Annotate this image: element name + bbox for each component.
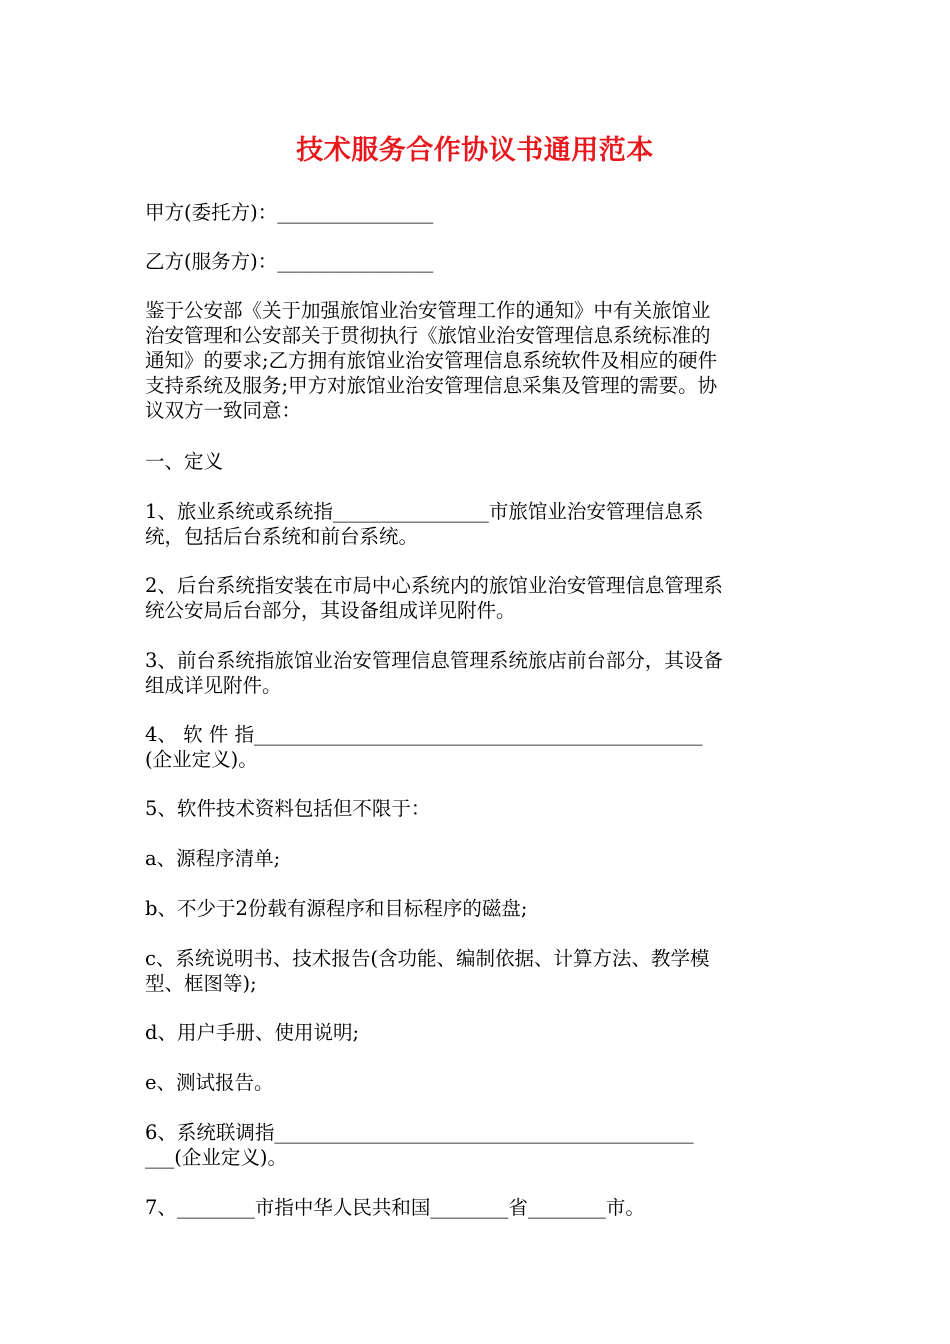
section-heading [145,449,809,474]
clause-line: 统，包括后台系统和前台系统。 [145,525,419,548]
clause-6 [145,1120,809,1170]
clause-line: ___(企业定义)。 [145,1146,287,1169]
party-a-text: 甲方(委托方)：________________ [145,201,434,224]
item-e [145,1070,809,1095]
clause-line: 2、后台系统指安装在市局中心系统内的旅馆业治安管理信息管理系 [145,574,723,597]
item-line: a、源程序清单; [145,847,281,870]
item-c [145,946,809,996]
clause-5 [145,796,809,821]
clause-7 [145,1195,809,1220]
item-a [145,846,809,871]
section-1-heading: 一、定义 [145,450,224,473]
clause-line: 统公安局后台部分，其设备组成详见附件。 [145,599,516,622]
clause-line: 4、 软 件 指______________________________________________ [145,723,703,746]
clause-3 [145,648,809,698]
clause-1 [145,499,809,549]
clause-line: 3、前台系统指旅馆业治安管理信息管理系统旅店前台部分，其设备 [145,649,723,672]
clause-line: 1、旅业系统或系统指________________市旅馆业治安管理信息系 [145,500,704,523]
clause-4 [145,722,809,772]
preamble-line: 议双方一致同意： [145,399,302,422]
preamble-line: 支持系统及服务;甲方对旅馆业治安管理信息采集及管理的需要。协 [145,374,718,397]
document-title: 技术服务合作协议书通用范本 [296,135,654,166]
party-b-text: 乙方(服务方)：________________ [145,250,434,273]
preamble-line: 鉴于公安部《关于加强旅馆业治安管理工作的通知》中有关旅馆业 [145,299,711,322]
item-d [145,1020,809,1045]
preamble-paragraph [145,298,809,423]
clause-line: (企业定义)。 [145,748,258,771]
clause-line: 6、系统联调指___________________________________________ [145,1121,694,1144]
item-line: b、不少于2份载有源程序和目标程序的磁盘; [145,897,528,920]
item-line: c、系统说明书、技术报告(含功能、编制依据、计算方法、教学模 [145,947,710,970]
preamble-line: 通知》的要求;乙方拥有旅馆业治安管理信息系统软件及相应的硬件 [145,349,718,372]
party-a-line [145,200,809,225]
item-b [145,896,809,921]
clause-line: 组成详见附件。 [145,674,282,697]
party-b-line [145,249,809,274]
clause-2 [145,573,809,623]
item-line: d、用户手册、使用说明; [145,1021,360,1044]
preamble-line: 治安管理和公安部关于贯彻执行《旅馆业治安管理信息系统标准的 [145,324,711,347]
clause-line: 5、软件技术资料包括但不限于： [145,797,431,820]
item-line: e、测试报告。 [145,1071,274,1094]
item-line: 型、框图等); [145,972,257,995]
clause-line: 7、________市指中华人民共和国________省________市。 [145,1196,645,1219]
